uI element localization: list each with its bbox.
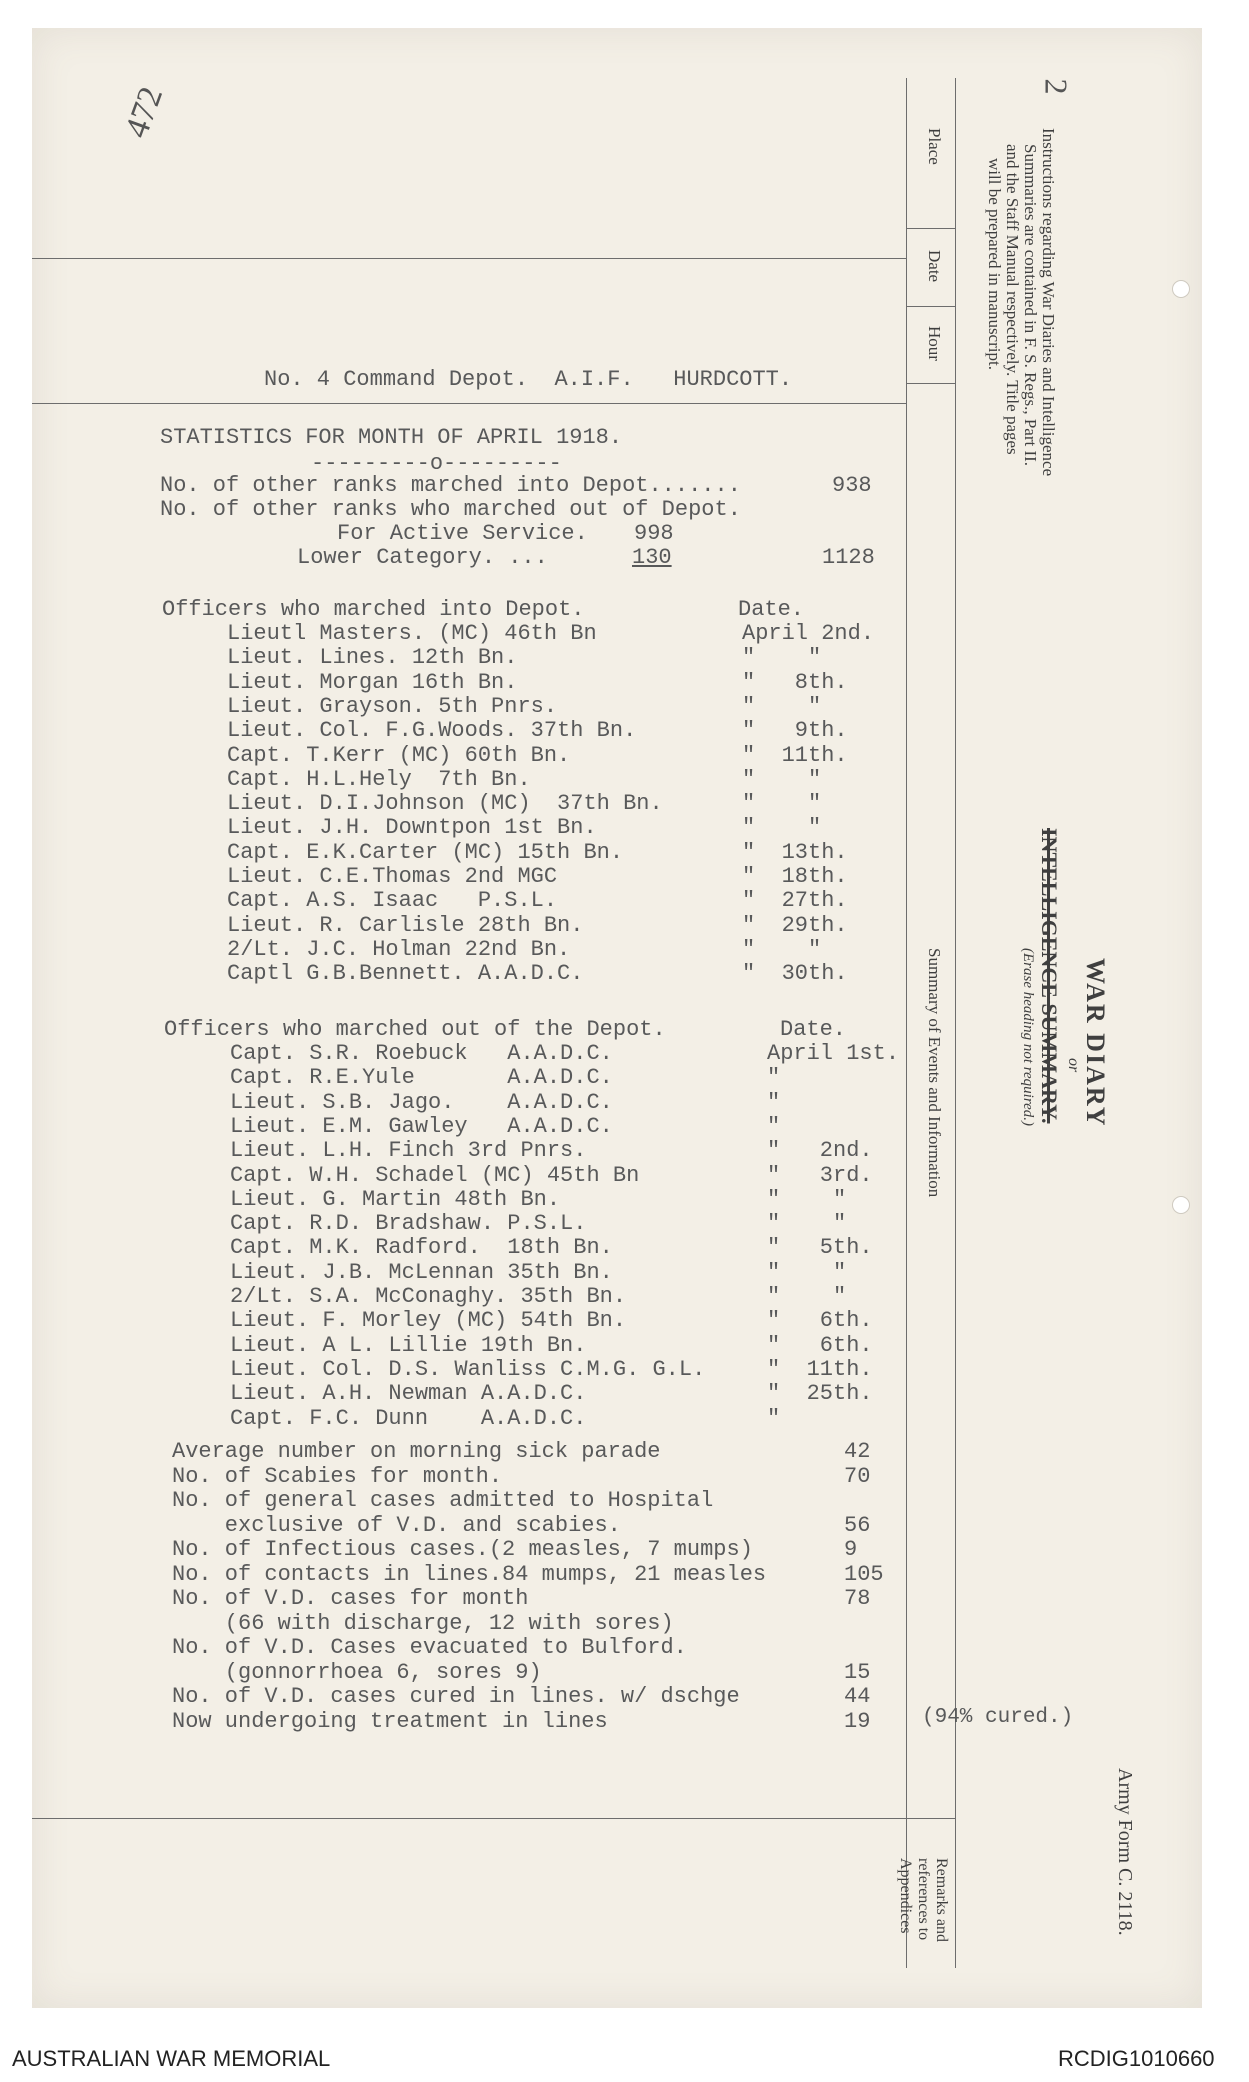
officer-out-date: " " xyxy=(767,1259,847,1285)
officer-in-name: Lieut. Lines. 12th Bn. xyxy=(227,645,518,671)
officer-out-date: " 5th. xyxy=(767,1235,873,1261)
instructions-line-3: and the Staff Manual respectively. Title pages xyxy=(1003,144,1022,455)
medical-value: 19 xyxy=(844,1708,871,1734)
lower-label: Lower Category. ... xyxy=(297,545,548,570)
officer-out-date: " " xyxy=(767,1211,847,1237)
lower-value: 130 xyxy=(632,545,672,570)
officer-in-date: " " xyxy=(742,645,822,671)
officer-in-name: Lieut. Morgan 16th Bn. xyxy=(227,669,518,695)
officer-out-date: " 6th. xyxy=(767,1332,873,1358)
medical-label: (gonnorrhoea 6, sores 9) xyxy=(172,1659,542,1685)
out-total: 1128 xyxy=(822,545,875,570)
officer-in-date: " 18th. xyxy=(742,864,848,889)
officer-out-name: Capt. F.C. Dunn A.A.D.C. xyxy=(230,1405,587,1431)
officer-out-name: Capt. W.H. Schadel (MC) 45th Bn xyxy=(230,1162,640,1188)
officer-out-date: " 25th. xyxy=(767,1381,873,1407)
diary-page xyxy=(32,28,1202,2008)
top-rule xyxy=(32,258,906,259)
officer-out-name: Lieut. F. Morley (MC) 54th Bn. xyxy=(230,1308,627,1334)
medical-value: 9 xyxy=(844,1537,858,1562)
war-diary-title: WAR DIARY xyxy=(1081,958,1110,1128)
officer-out-date: " xyxy=(767,1405,781,1431)
medical-value: 42 xyxy=(844,1439,871,1464)
officer-in-date: " 11th. xyxy=(742,742,848,768)
punch-hole-bottom xyxy=(1172,1196,1190,1214)
officer-in-date: " 13th. xyxy=(742,839,848,865)
bottom-rule xyxy=(32,1818,906,1819)
officer-in-name: Capt. H.L.Hely 7th Bn. xyxy=(227,766,531,792)
officer-in-date: " 30th. xyxy=(742,961,848,987)
instructions-line-1: Instructions regarding War Diaries and Intelligence xyxy=(1039,128,1058,477)
summary-remarks-divider xyxy=(906,1818,956,1819)
hour-summary-divider xyxy=(906,383,956,384)
officers-out-date-heading: Date. xyxy=(780,1017,847,1042)
medical-label: No. of contacts in lines.84 mumps, 21 measles xyxy=(172,1561,767,1587)
footer-id: RCDIG1010660 xyxy=(1058,2046,1215,2071)
active-value: 998 xyxy=(634,521,674,546)
officer-in-date: April 2nd. xyxy=(742,621,875,646)
officer-in-date: " " xyxy=(742,693,822,719)
header-rule xyxy=(32,403,906,404)
officer-in-name: Lieut. C.E.Thomas 2nd MGC xyxy=(227,864,558,889)
officer-out-name: Lieut. A.H. Newman A.A.D.C. xyxy=(230,1381,587,1407)
page-number-note: 472 xyxy=(118,82,171,143)
title-or: or xyxy=(1065,1058,1082,1073)
officer-in-date: " 27th. xyxy=(742,888,848,914)
medical-label: (66 with discharge, 12 with sores) xyxy=(172,1610,674,1636)
stats-title: STATISTICS FOR MONTH OF APRIL 1918. xyxy=(160,425,623,450)
instructions-line-4: will be prepared in manuscript. xyxy=(985,158,1004,370)
medical-value: 105 xyxy=(844,1561,884,1587)
officer-in-date: " 29th. xyxy=(742,912,848,938)
officer-out-name: Lieut. G. Martin 48th Bn. xyxy=(230,1186,561,1212)
officer-out-date: " 3rd. xyxy=(767,1162,873,1188)
medical-value: 56 xyxy=(844,1512,871,1538)
officer-in-date: " " xyxy=(742,791,822,817)
officer-in-name: Capt. E.K.Carter (MC) 15th Bn. xyxy=(227,839,624,865)
officer-out-name: Lieut. Col. D.S. Wanliss C.M.G. G.L. xyxy=(230,1356,706,1382)
marched-in-value: 938 xyxy=(832,473,872,498)
col-summary: Summary of Events and Information xyxy=(925,948,944,1198)
marched-in-label: No. of other ranks marched into Depot....... xyxy=(160,473,741,498)
officer-in-name: Lieutl Masters. (MC) 46th Bn xyxy=(227,621,597,646)
officer-in-name: Capt. T.Kerr (MC) 60th Bn. xyxy=(227,742,571,768)
officer-out-name: Capt. M.K. Radford. 18th Bn. xyxy=(230,1235,613,1261)
col-hour: Hour xyxy=(925,326,944,361)
medical-label: Average number on morning sick parade xyxy=(172,1439,661,1464)
officer-in-date: " 9th. xyxy=(742,718,848,744)
officer-out-name: Lieut. A L. Lillie 19th Bn. xyxy=(230,1332,587,1358)
erase-note: (Erase heading not required.) xyxy=(1020,948,1036,1127)
footer-archive: AUSTRALIAN WAR MEMORIAL xyxy=(12,2046,331,2071)
officer-out-date: " 11th. xyxy=(767,1356,873,1382)
officer-out-name: Lieut. L.H. Finch 3rd Pnrs. xyxy=(230,1138,587,1164)
officer-out-date: " 2nd. xyxy=(767,1138,873,1164)
officer-out-date: " 6th. xyxy=(767,1308,873,1334)
unit-header: No. 4 Command Depot. A.I.F. HURDCOTT. xyxy=(264,367,793,392)
active-label: For Active Service. xyxy=(337,521,588,546)
col-remarks-1: Remarks and xyxy=(933,1858,950,1942)
officers-in-heading: Officers who marched into Depot. xyxy=(162,597,585,622)
punch-hole-top xyxy=(1172,280,1190,298)
medical-value: 78 xyxy=(844,1586,871,1611)
place-col-line xyxy=(906,78,907,1968)
struck-title: INTELLIGENCE SUMMARY. xyxy=(1037,828,1062,1124)
officer-in-date: " " xyxy=(742,766,822,792)
officer-out-date: April 1st. xyxy=(767,1041,900,1066)
officer-in-name: 2/Lt. J.C. Holman 22nd Bn. xyxy=(227,936,571,962)
medical-label: exclusive of V.D. and scabies. xyxy=(172,1512,621,1538)
officer-out-name: Lieut. J.B. McLennan 35th Bn. xyxy=(230,1259,613,1285)
officers-out-heading: Officers who marched out of the Depot. xyxy=(164,1017,666,1042)
date-hour-divider xyxy=(906,306,956,307)
officer-out-name: Capt. S.R. Roebuck A.A.D.C. xyxy=(230,1041,613,1066)
army-form: Army Form C. 2118. xyxy=(1114,1768,1136,1936)
officer-in-date: " " xyxy=(742,815,822,841)
col-remarks-3: Appendices xyxy=(897,1858,914,1934)
cured-remark: (94% cured.) xyxy=(922,1706,1074,1729)
officer-out-name: Capt. R.E.Yule A.A.D.C. xyxy=(230,1065,613,1091)
stats-rule: ---------o--------- xyxy=(311,451,562,476)
col-remarks-2: references to xyxy=(915,1858,932,1941)
officer-out-date: " xyxy=(767,1065,781,1091)
medical-label: Now undergoing treatment in lines xyxy=(172,1708,608,1734)
officer-in-date: " " xyxy=(742,936,822,962)
medical-value: 70 xyxy=(844,1463,871,1489)
place-date-divider xyxy=(906,228,956,229)
right-col-line xyxy=(955,78,956,1968)
officer-out-date: " " xyxy=(767,1284,847,1309)
medical-value: 44 xyxy=(844,1684,871,1709)
col-place: Place xyxy=(925,128,944,165)
corner-mark: 2 xyxy=(1038,78,1075,95)
officer-in-name: Lieut. D.I.Johnson (MC) 37th Bn. xyxy=(227,791,663,817)
medical-label: No. of V.D. cases for month xyxy=(172,1586,529,1611)
medical-value: 15 xyxy=(844,1659,871,1685)
officer-out-name: Lieut. S.B. Jago. A.A.D.C. xyxy=(230,1089,613,1115)
medical-label: No. of Infectious cases.(2 measles, 7 mumps) xyxy=(172,1537,753,1562)
officer-in-date: " 8th. xyxy=(742,669,848,695)
officer-in-name: Lieut. Col. F.G.Woods. 37th Bn. xyxy=(227,718,637,744)
officer-in-name: Captl G.B.Bennett. A.A.D.C. xyxy=(227,961,584,987)
marched-out-label: No. of other ranks who marched out of Depot. xyxy=(160,497,741,522)
officer-out-name: Capt. R.D. Bradshaw. P.S.L. xyxy=(230,1211,587,1237)
officer-out-name: 2/Lt. S.A. McConaghy. 35th Bn. xyxy=(230,1284,627,1309)
medical-label: No. of general cases admitted to Hospital xyxy=(172,1488,714,1513)
officer-out-date: " xyxy=(767,1113,781,1139)
instructions-line-2: Summaries are contained in F. S. Regs., Part II. xyxy=(1021,144,1040,467)
officer-out-date: " xyxy=(767,1089,781,1115)
officer-in-name: Capt. A.S. Isaac P.S.L. xyxy=(227,888,558,914)
medical-label: No. of V.D. Cases evacuated to Bulford. xyxy=(172,1635,687,1660)
medical-label: No. of Scabies for month. xyxy=(172,1463,503,1489)
officer-out-date: " " xyxy=(767,1186,847,1212)
officers-in-date-heading: Date. xyxy=(738,597,805,622)
officer-in-name: Lieut. Grayson. 5th Pnrs. xyxy=(227,693,558,719)
officer-out-name: Lieut. E.M. Gawley A.A.D.C. xyxy=(230,1113,613,1139)
officer-in-name: Lieut. J.H. Downtpon 1st Bn. xyxy=(227,815,597,841)
col-date: Date xyxy=(925,250,944,283)
officer-in-name: Lieut. R. Carlisle 28th Bn. xyxy=(227,912,584,938)
medical-label: No. of V.D. cases cured in lines. w/ dschge xyxy=(172,1684,740,1709)
